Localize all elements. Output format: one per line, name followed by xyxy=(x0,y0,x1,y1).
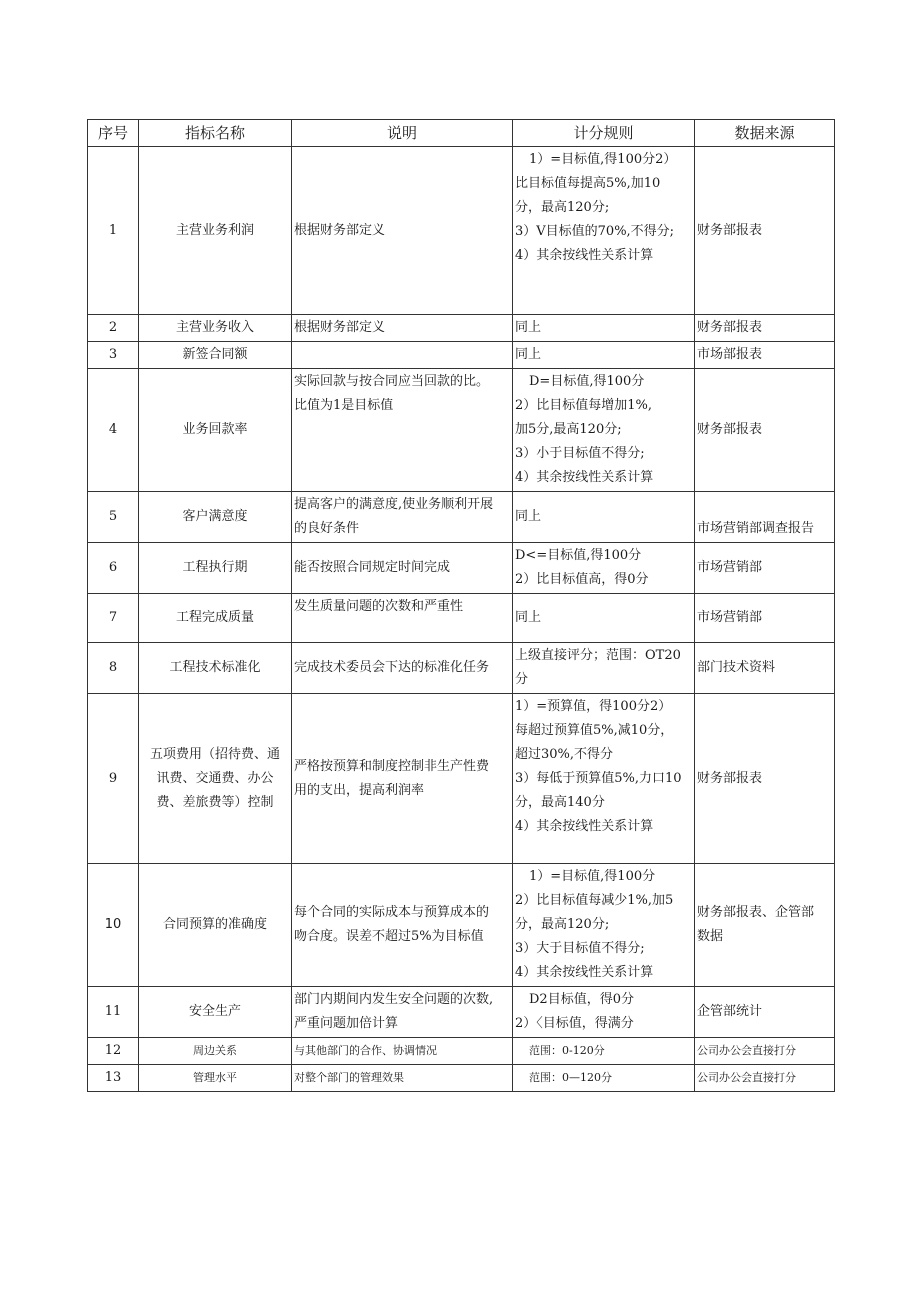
table-row xyxy=(88,147,835,315)
indicator-description-line: 根据财务部定义 xyxy=(294,320,386,335)
data-source-line: 财务部报表 xyxy=(697,422,763,437)
indicator-name xyxy=(139,315,292,342)
indicator-name-line: 工程完成质量 xyxy=(175,610,254,625)
indicator-name-line: 费、差旅费等）控制 xyxy=(156,794,274,810)
indicator-name-line: 主营业务利润 xyxy=(175,222,254,238)
scoring-rule-line: 范围：0-120分 xyxy=(529,1044,605,1057)
scoring-rule-line: 同上 xyxy=(515,347,542,362)
table-row xyxy=(88,864,835,987)
indicator-description xyxy=(292,594,513,643)
table-row xyxy=(88,594,835,643)
scoring-rule-line: 同上 xyxy=(515,320,542,335)
scoring-rule-line: 分 xyxy=(515,672,529,687)
scoring-rule-line: 比目标值每提高5%,加10 xyxy=(515,176,661,191)
indicator-description-line: 与其他部门的合作、协调情况 xyxy=(294,1044,437,1057)
header-desc: 说明 xyxy=(292,120,513,147)
table-row xyxy=(88,1038,835,1065)
indicator-name xyxy=(139,643,292,694)
data-source xyxy=(695,543,835,594)
table-row xyxy=(88,342,835,369)
table-row xyxy=(88,369,835,492)
data-source-line: 财务部报表 xyxy=(697,770,763,786)
data-source xyxy=(695,342,835,369)
table-row xyxy=(88,694,835,864)
table-row xyxy=(88,987,835,1038)
data-source xyxy=(695,643,835,694)
header-rule: 计分规则 xyxy=(513,120,695,147)
indicator-name xyxy=(139,987,292,1038)
data-source-line: 市场营销部调查报告 xyxy=(697,521,815,536)
data-source-line: 财务部报表、企管部 xyxy=(697,905,815,920)
scoring-rule-line: 同上 xyxy=(515,610,542,625)
scoring-rule-line: 2）比目标值高，得0分 xyxy=(515,572,649,587)
data-source-line: 财务部报表 xyxy=(697,320,763,335)
scoring-rule-line: D<=目标值,得100分 xyxy=(515,548,642,563)
scoring-rule xyxy=(513,315,695,342)
data-source xyxy=(695,315,835,342)
scoring-rule-line: 3）V目标值的70%,不得分; xyxy=(515,224,675,239)
indicator-description-line: 严格按预算和制度控制非生产性费 xyxy=(294,758,490,774)
indicator-description-line: 发生质量问题的次数和严重性 xyxy=(294,599,464,614)
kpi-table-body xyxy=(88,147,835,1092)
indicator-name-line: 安全生产 xyxy=(188,1004,241,1019)
header-source: 数据来源 xyxy=(695,120,835,147)
indicator-description xyxy=(292,987,513,1038)
indicator-name-line: 周边关系 xyxy=(193,1044,237,1057)
data-source xyxy=(695,694,835,864)
scoring-rule xyxy=(513,369,695,492)
indicator-description-line: 用的支出，提高利润率 xyxy=(294,782,425,798)
scoring-rule-line: 同上 xyxy=(515,509,542,524)
indicator-description xyxy=(292,492,513,543)
scoring-rule xyxy=(513,987,695,1038)
row-number: 1 xyxy=(88,147,139,315)
scoring-rule-line: 4）其余按线性关系计算 xyxy=(515,819,654,834)
indicator-description-line: 对整个部门的管理效果 xyxy=(294,1071,404,1084)
scoring-rule-line: 3）小于目标值不得分; xyxy=(515,446,645,461)
indicator-description-line: 每个合同的实际成本与预算成本的 xyxy=(294,905,490,920)
indicator-description-line: 根据财务部定义 xyxy=(294,222,386,238)
kpi-table xyxy=(87,119,835,1092)
scoring-rule-line: 2）比目标值每增加1%, xyxy=(515,398,653,413)
indicator-description-line: 严重问题加倍计算 xyxy=(294,1016,399,1031)
data-source xyxy=(695,987,835,1038)
scoring-rule xyxy=(513,1038,695,1065)
scoring-rule-line: 4）其余按线性关系计算 xyxy=(515,965,654,980)
scoring-rule-line: 1）=目标值,得100分 xyxy=(529,869,656,884)
indicator-description xyxy=(292,369,513,492)
row-number: 12 xyxy=(88,1038,139,1065)
indicator-description-line: 部门内期间内发生安全问题的次数, xyxy=(294,992,494,1007)
data-source-line: 公司办公会直接打分 xyxy=(697,1044,796,1057)
scoring-rule-line: 分，最高120分; xyxy=(515,200,610,215)
row-number: 5 xyxy=(88,492,139,543)
scoring-rule-line: 2）比目标值每减少1%,加5 xyxy=(515,893,674,908)
scoring-rule-line: 3）大于目标值不得分; xyxy=(515,941,645,956)
indicator-description-line: 完成技术委员会下达的标准化任务 xyxy=(294,660,490,675)
table-row xyxy=(88,492,835,543)
scoring-rule xyxy=(513,694,695,864)
indicator-name-line: 五项费用（招待费、通 xyxy=(149,746,280,762)
table-row xyxy=(88,315,835,342)
data-source-line: 市场营销部 xyxy=(697,610,763,625)
scoring-rule-line: 3）每低于预算值5%,力口10 xyxy=(515,771,682,786)
scoring-rule-line: 1）=目标值,得100分2） xyxy=(529,152,677,167)
data-source-line: 市场营销部 xyxy=(697,560,763,575)
row-number: 7 xyxy=(88,594,139,643)
indicator-description-line: 实际回款与按合同应当回款的比。 xyxy=(294,374,490,389)
scoring-rule-line: D=目标值,得100分 xyxy=(529,374,645,389)
indicator-name-line: 工程执行期 xyxy=(182,560,248,575)
scoring-rule-line: 分，最高120分; xyxy=(515,917,610,932)
table-row xyxy=(88,543,835,594)
header-no: 序号 xyxy=(88,120,139,147)
scoring-rule-line: 超过30%,不得分 xyxy=(515,747,614,762)
scoring-rule-line: 上级直接评分；范围：OT20 xyxy=(515,648,681,663)
scoring-rule-line: 4）其余按线性关系计算 xyxy=(515,248,654,263)
indicator-description xyxy=(292,543,513,594)
row-number: 9 xyxy=(88,694,139,864)
indicator-description-line: 能否按照合同规定时间完成 xyxy=(294,560,451,575)
indicator-name-line: 管理水平 xyxy=(193,1071,237,1084)
data-source-line: 部门技术资料 xyxy=(697,660,776,675)
indicator-name-line: 工程技术标准化 xyxy=(169,660,261,675)
indicator-description-line: 比值为1是目标值 xyxy=(294,398,394,413)
scoring-rule xyxy=(513,543,695,594)
indicator-description xyxy=(292,147,513,315)
scoring-rule-line: 加5分,最高120分; xyxy=(515,422,622,437)
row-number: 8 xyxy=(88,643,139,694)
indicator-description xyxy=(292,864,513,987)
row-number: 2 xyxy=(88,315,139,342)
indicator-name xyxy=(139,864,292,987)
data-source-line: 数据 xyxy=(697,929,724,944)
indicator-description-line: 的良好条件 xyxy=(294,521,360,536)
scoring-rule xyxy=(513,492,695,543)
indicator-description-line: 吻合度。误差不超过5%为目标值 xyxy=(294,929,484,944)
indicator-description xyxy=(292,1038,513,1065)
indicator-description xyxy=(292,1065,513,1092)
data-source-line: 财务部报表 xyxy=(697,222,763,238)
data-source xyxy=(695,864,835,987)
scoring-rule xyxy=(513,1065,695,1092)
data-source xyxy=(695,492,835,543)
indicator-name-line: 客户满意度 xyxy=(182,509,248,524)
scoring-rule xyxy=(513,147,695,315)
indicator-name xyxy=(139,342,292,369)
data-source xyxy=(695,1065,835,1092)
data-source xyxy=(695,594,835,643)
row-number: 3 xyxy=(88,342,139,369)
row-number: 11 xyxy=(88,987,139,1038)
header-row xyxy=(88,120,835,147)
data-source xyxy=(695,369,835,492)
header-name: 指标名称 xyxy=(139,120,292,147)
data-source-line: 市场部报表 xyxy=(697,347,763,362)
indicator-name-line: 业务回款率 xyxy=(182,422,248,437)
row-number: 6 xyxy=(88,543,139,594)
data-source-line: 企管部统计 xyxy=(697,1004,763,1019)
scoring-rule-line: 每超过预算值5%,减10分， xyxy=(515,723,674,738)
indicator-description-line: 提高客户的满意度,使业务顺利开展 xyxy=(294,497,494,512)
scoring-rule xyxy=(513,342,695,369)
table-row xyxy=(88,1065,835,1092)
row-number: 10 xyxy=(88,864,139,987)
row-number: 4 xyxy=(88,369,139,492)
indicator-name-line: 合同预算的准确度 xyxy=(162,917,267,932)
scoring-rule-line: 分，最高140分 xyxy=(515,795,605,810)
scoring-rule-line: 1）=预算值，得100分2） xyxy=(515,699,672,714)
indicator-description xyxy=(292,643,513,694)
scoring-rule xyxy=(513,864,695,987)
indicator-description xyxy=(292,315,513,342)
indicator-name xyxy=(139,594,292,643)
indicator-name xyxy=(139,492,292,543)
indicator-name xyxy=(139,1065,292,1092)
table-row xyxy=(88,643,835,694)
indicator-name-line: 主营业务收入 xyxy=(175,320,254,335)
indicator-description xyxy=(292,694,513,864)
row-number: 13 xyxy=(88,1065,139,1092)
data-source xyxy=(695,1038,835,1065)
scoring-rule-line: 4）其余按线性关系计算 xyxy=(515,470,654,485)
scoring-rule-line: D2目标值，得0分 xyxy=(529,992,634,1007)
scoring-rule xyxy=(513,643,695,694)
indicator-name-line: 新签合同额 xyxy=(182,347,248,362)
scoring-rule-line: 范围：0—120分 xyxy=(529,1071,612,1084)
indicator-name xyxy=(139,147,292,315)
data-source xyxy=(695,147,835,315)
indicator-description xyxy=(292,342,513,369)
data-source-line: 公司办公会直接打分 xyxy=(697,1071,796,1084)
indicator-name xyxy=(139,543,292,594)
scoring-rule xyxy=(513,594,695,643)
indicator-name xyxy=(139,694,292,864)
scoring-rule-line: 2）〈目标值，得满分 xyxy=(515,1016,634,1031)
indicator-name xyxy=(139,1038,292,1065)
indicator-name xyxy=(139,369,292,492)
indicator-name-line: 讯费、交通费、办公 xyxy=(156,770,274,786)
